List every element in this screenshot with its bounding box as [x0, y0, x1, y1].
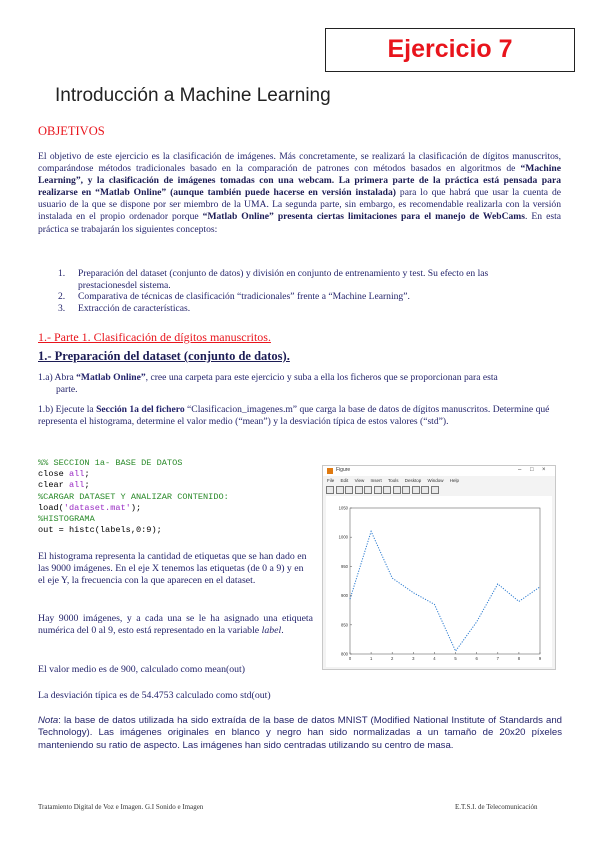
step-label: 1.a) [38, 372, 53, 383]
x-tick-label: 5 [454, 656, 457, 661]
code-keyword: close [38, 469, 69, 480]
footer-right: E.T.S.I. de Telecomunicación [455, 803, 538, 811]
y-tick-label: 900 [341, 593, 348, 599]
list-item-number: 3. [58, 302, 66, 314]
plot-axes-box [350, 508, 540, 654]
brush-icon[interactable] [421, 486, 429, 494]
step-bold: Sección 1a del fichero [96, 404, 185, 415]
intro-text-c: para lo que habrá que usar la cuenta de usuario de la que se dispone por ser miembro de la UMA. La segunda parte, sin embargo, es recomendable realizarla con la versión instalada en el propio ordenador porque [38, 187, 562, 223]
figure-toolbar [326, 486, 440, 494]
x-tick-label: 4 [433, 656, 436, 661]
x-tick-label: 7 [496, 656, 499, 661]
step-1b [38, 404, 568, 428]
step-text: Abra [52, 372, 77, 383]
data-cursor-icon[interactable] [412, 486, 420, 494]
nota-text: : la base de datos utilizada ha sido extraída de la base de datos MNIST (Modified National Institute of Standards and Technology). Las imágenes originales en blanco y negro han sido normalizadas a un tamaño de 20x20 píxeles manteniendo su ratio de aspecto. Las imágenes han sido centradas utilizando su centro de masa. [38, 715, 562, 751]
objetivos-paragraph [38, 151, 561, 236]
step-continuation: parte. [56, 384, 78, 396]
zoom-in-icon[interactable] [374, 486, 382, 494]
list-item-continuation: prestacionesdel sistema. [78, 279, 171, 291]
nota-label: Nota [38, 715, 59, 726]
menu-insert[interactable]: Insert [370, 478, 382, 483]
figure-plot-area [326, 496, 552, 667]
y-tick-label: 1000 [338, 534, 348, 540]
x-tick-label: 3 [412, 656, 415, 661]
print-icon[interactable] [355, 486, 363, 494]
answer-labels [38, 613, 313, 637]
part-1-heading: 1.- Parte 1. Clasificación de dígitos manuscritos. [38, 330, 271, 344]
footer-left: Tratamiento Digital de Voz e Imagen. G.I Sonido e Imagen [38, 803, 204, 811]
x-tick-label: 2 [391, 656, 394, 661]
step-text: “Clasificacion_imagenes.m” que carga la base de datos de dígitos manuscritos. Determine qué representa el histograma, determine el valor medio (“mean”) y la desviación típica de estos valores (“std”). [38, 404, 550, 428]
code-end: ; [84, 469, 90, 480]
legend-icon[interactable] [431, 486, 439, 494]
list-item-text: Preparación del dataset (conjunto de datos) y división en conjunto de entrenamiento y test. Su efecto en las [78, 268, 489, 279]
y-tick-label: 950 [341, 563, 348, 569]
open-icon[interactable] [336, 486, 344, 494]
code-line: %HISTOGRAMA [38, 514, 95, 525]
list-item-number: 2. [58, 291, 66, 302]
menu-help[interactable]: Help [449, 478, 460, 483]
figure-title: Figure [336, 467, 351, 473]
answer-variable: label [261, 625, 282, 637]
section-heading: 1.- Preparación del dataset (conjunto de datos). [38, 349, 290, 363]
list-item [58, 291, 558, 303]
objetivos-heading: OBJETIVOS [38, 124, 105, 138]
step-1a [38, 372, 568, 396]
rotate-icon[interactable] [402, 486, 410, 494]
intro-text-b: “Machine Learning”, y la clasificación de imágenes tomadas con una webcam. La primera parte de la práctica está pensada para realizarse en “Matlab Online” (aunque también puede hacerse en versión instalada) [38, 163, 561, 199]
exercise-title-box [325, 28, 575, 72]
code-line: %% SECCION 1a- BASE DE DATOS [38, 458, 183, 468]
code-keyword: clear [38, 480, 69, 491]
code-arg: all [68, 480, 85, 491]
x-tick-label: 1 [369, 656, 373, 661]
intro-text-e: . En esta práctica se trabajarán los siguientes conceptos: [38, 211, 562, 235]
figure-menubar [327, 478, 464, 483]
list-item-number: 1. [58, 268, 66, 279]
matlab-figure-window [322, 465, 556, 670]
menu-window[interactable]: Window [427, 478, 444, 483]
answer-text: . [281, 625, 284, 637]
menu-desktop[interactable]: Desktop [404, 478, 422, 483]
document-subtitle: Introducción a Machine Learning [55, 85, 331, 106]
step-text: , cree una carpeta para este ejercicio y suba a ella los ficheros que se proporcionan para esta [145, 372, 498, 383]
y-tick-label: 850 [341, 622, 348, 628]
answer-mean: El valor medio es de 900, calculado como mean(out) [38, 664, 246, 675]
answer-std: La desviación típica es de 54.4753 calculado como std(out) [38, 690, 271, 701]
code-fn: load( [38, 502, 64, 513]
code-line [38, 469, 229, 480]
intro-text-a: El objetivo de este ejercicio es la clasificación de imágenes. Más concretamente, se realizará la clasificación de dígitos manuscritos, comparándose métodos tradicionales basado en la comparación de patrones con métodos basados en algoritmos de [38, 151, 561, 175]
code-line: %CARGAR DATASET Y ANALIZAR CONTENIDO: [38, 491, 229, 502]
y-tick-label: 1050 [338, 505, 348, 511]
code-line: out = histc(labels,0:9); [38, 525, 162, 536]
code-line [38, 503, 229, 514]
nota-paragraph [38, 715, 562, 752]
pan-icon[interactable] [393, 486, 401, 494]
pointer-icon[interactable] [364, 486, 372, 494]
menu-edit[interactable]: Edit [340, 478, 349, 483]
step-label: 1.b) [38, 404, 54, 415]
minimize-icon[interactable]: – [518, 467, 522, 473]
code-end: ; [84, 480, 90, 491]
menu-view[interactable]: View [354, 478, 365, 483]
list-item [58, 268, 558, 291]
matlab-logo-icon [327, 468, 333, 474]
x-tick-label: 9 [538, 656, 542, 661]
code-arg: all [68, 469, 85, 480]
answer-histogram: El histograma representa la cantidad de etiquetas que se han dado en las 9000 imágenes. En el eje X tenemos las etiquetas (de 0 a 9) y en el eje Y, la frecuencia con la que aparecen en el dataset. [38, 551, 307, 587]
concepts-list [58, 268, 558, 314]
figure-titlebar [323, 466, 555, 476]
x-tick-label: 8 [517, 656, 521, 661]
exercise-title: Ejercicio 7 [387, 35, 513, 63]
new-figure-icon[interactable] [326, 486, 334, 494]
list-item-text: Comparativa de técnicas de clasificación “tradicionales” frente a “Machine Learning”. [78, 291, 410, 302]
code-line [38, 480, 229, 491]
matlab-code-block [38, 458, 229, 536]
list-item-text: Extracción de características. [78, 302, 191, 314]
step-bold: “Matlab Online” [76, 372, 146, 383]
close-icon[interactable]: × [542, 467, 546, 473]
intro-text-d: “Matlab Online” presenta ciertas limitaciones para el manejo de WebCams [202, 211, 526, 223]
list-item [58, 303, 558, 315]
histogram-chart [326, 496, 552, 667]
x-tick-label: 6 [475, 656, 478, 661]
maximize-icon[interactable]: □ [530, 467, 534, 473]
save-icon[interactable] [345, 486, 353, 494]
menu-file[interactable]: File [327, 478, 335, 483]
code-string: 'dataset.mat' [63, 502, 131, 513]
code-end: ); [130, 502, 142, 513]
x-tick-label: 0 [348, 656, 352, 661]
y-tick-label: 800 [341, 651, 348, 657]
step-text: Ejecute la [53, 404, 97, 415]
menu-tools[interactable]: Tools [387, 478, 399, 483]
histogram-series-line [350, 531, 540, 651]
zoom-out-icon[interactable] [383, 486, 391, 494]
answer-text: Hay 9000 imágenes, y a cada una se le ha asignado una etiqueta numérica del 0 al 9, esto está representado en la variable [38, 613, 313, 637]
